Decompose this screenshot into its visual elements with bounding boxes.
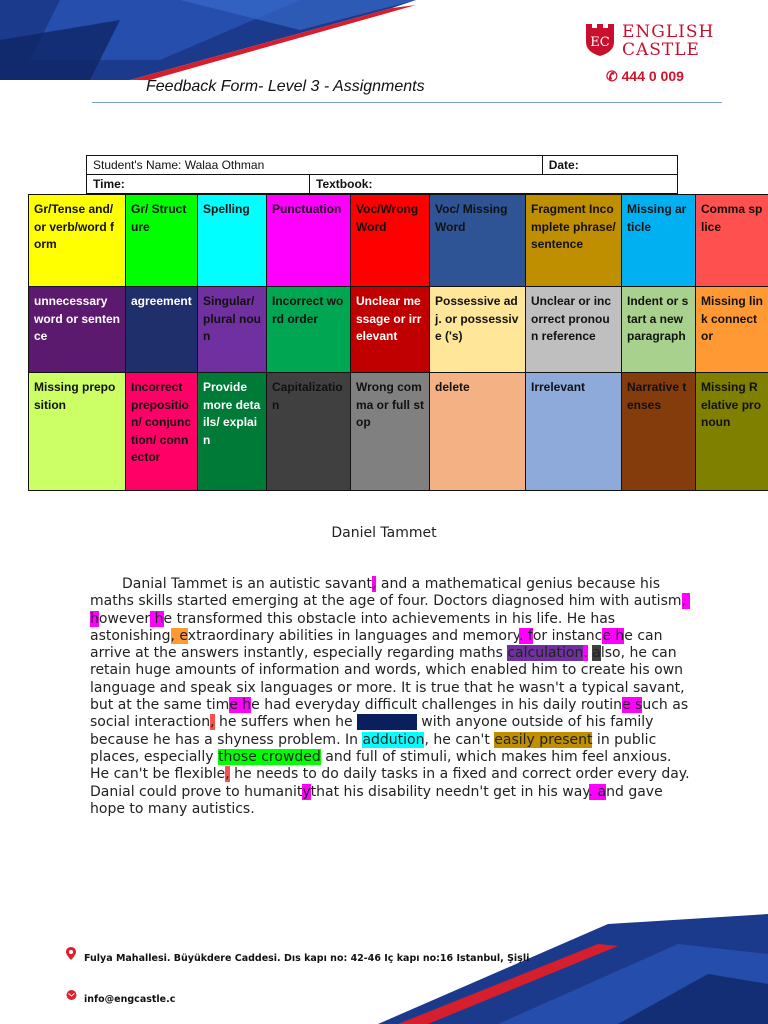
brand-line2: CASTLE — [622, 40, 700, 60]
textbook-cell — [310, 175, 678, 194]
legend-cell: agreement — [126, 287, 198, 373]
legend-cell: Indent or start a new paragraph — [622, 287, 696, 373]
legend-cell: Fragment Incomplete phrase/ sentence — [526, 195, 622, 287]
phone-icon: ✆ — [606, 68, 622, 84]
legend-cell: Capitalization — [267, 373, 351, 491]
legend-cell: Incorrect preposition/ conjunction/ connector — [126, 373, 198, 491]
essay-text: e can arrive at the answers instantly, especially regarding maths — [90, 627, 667, 662]
essay-text: owever — [98, 610, 151, 627]
error-highlight: , — [371, 576, 377, 592]
error-highlight: e h — [229, 697, 252, 714]
legend-cell: Possessive adj. or possessive ('s) — [430, 287, 526, 373]
phone-number[interactable] — [606, 68, 684, 85]
legend-cell: Missing article — [622, 195, 696, 287]
legend-cell: Wrong comma or full stop — [351, 373, 430, 491]
textbook-label: Textbook: — [316, 177, 373, 191]
legend-cell: Incorrect word order — [267, 287, 351, 373]
essay-text: and a mathematical genius because his maths skills started emerging at the age of four. Doctors diagnosed him with autism — [90, 576, 682, 610]
student-info-table — [86, 155, 678, 194]
error-highlight: y — [302, 783, 311, 800]
legend-cell: Missing link connector — [696, 287, 768, 373]
svg-text:EC: EC — [590, 35, 610, 50]
correction-legend — [28, 194, 768, 491]
location-pin-icon — [66, 947, 76, 960]
essay-text: or instanc — [532, 627, 603, 644]
legend-cell: Missing preposition — [29, 373, 126, 491]
legend-cell: Missing Relative pronoun — [696, 373, 768, 491]
legend-cell: Unclear message or irrelevant — [351, 287, 430, 373]
legend-cell: unnecessary word or sentence — [29, 287, 126, 373]
essay-text: nd gave hope to many autistics. — [90, 783, 668, 817]
legend-cell: Voc/ Missing Word — [430, 195, 526, 287]
error-highlight: . f — [519, 627, 533, 644]
essay-text: and full of stimuli, which makes him feel anxious. He can't be flexible — [90, 748, 676, 783]
brand-line1: ENGLISH — [622, 22, 715, 42]
error-highlight: e h — [602, 627, 625, 644]
legend-cell: delete — [430, 373, 526, 491]
error-highlight: those crowded — [217, 748, 321, 765]
legend-cell: Gr/Tense and/or verb/word form — [29, 195, 126, 287]
legend-cell: Spelling — [198, 195, 267, 287]
essay-text: e transformed this obstacle into achievements in his life. He has astonishing — [90, 610, 620, 644]
student-name-value: Walaa Othman — [184, 158, 265, 172]
error-highlight: , e — [170, 627, 188, 644]
legend-cell: Singular/ plural noun — [198, 287, 267, 373]
essay-body — [90, 576, 694, 818]
date-cell — [542, 156, 677, 175]
legend-row — [29, 195, 768, 287]
error-highlight: h — [150, 610, 164, 627]
essay-text: lso, he can retain huge amounts of information and words, which enabled him to create his own language and speak six languages or more. It is true that he wasn't a typical savant, but at the same tim — [90, 645, 690, 714]
student-name-cell — [87, 156, 543, 175]
time-label: Time: — [93, 177, 125, 191]
error-highlight: addution — [362, 731, 425, 748]
phone-text: 444 0 009 — [621, 68, 684, 84]
email-icon — [66, 990, 77, 1000]
error-highlight: , — [225, 766, 230, 783]
error-highlight: , — [210, 714, 215, 731]
header-banner — [0, 0, 420, 80]
title-divider — [92, 102, 722, 103]
essay-text: xtraordinary abilities in languages and memory — [187, 627, 519, 644]
legend-cell: Provide more details/ explain — [198, 373, 267, 491]
legend-cell: Voc/Wrong Word — [351, 195, 430, 287]
error-highlight: . a — [588, 783, 607, 800]
error-highlight: easily present — [494, 731, 593, 748]
form-title: Feedback Form- Level 3 - Assignments — [146, 78, 425, 95]
footer-address: Fulya Mahallesi. Büyükdere Caddesi. Dıs kapı no: 42-46 Iç kapı no:16 Istanbul, Şişli — [84, 953, 530, 964]
date-label: Date: — [548, 158, 579, 172]
essay-text: he needs to do daily tasks in a fixed and correct order every day. Danial could prove to humanit — [90, 766, 694, 800]
legend-cell: Irrelevant — [526, 373, 622, 491]
legend-row — [29, 373, 768, 491]
company-logo — [584, 22, 724, 62]
error-highlight: . — [583, 645, 588, 662]
legend-row — [29, 287, 768, 373]
essay-text: with anyone outside of his family because he has a shyness problem. In — [90, 714, 658, 748]
legend-cell: Punctuation — [267, 195, 351, 287]
footer-email[interactable]: info@engcastle.c — [84, 994, 176, 1005]
footer-banner — [378, 914, 768, 1024]
essay-title: Daniel Tammet — [331, 525, 437, 541]
essay-text: e had everyday difficult challenges in his daily routin — [251, 697, 622, 714]
error-highlight: socialize — [357, 714, 417, 731]
error-highlight: a — [592, 645, 601, 662]
legend-cell: Unclear or incorrect pronoun reference — [526, 287, 622, 373]
legend-cell: Comma splice — [696, 195, 768, 287]
essay-text: Danial Tammet is an autistic savant — [122, 576, 372, 592]
error-highlight: , h — [90, 593, 691, 627]
time-cell — [87, 175, 310, 194]
error-highlight: calculation — [507, 645, 584, 662]
essay-text: in public places, especially — [90, 731, 661, 765]
essay-text: uch as social interaction — [90, 697, 693, 731]
legend-cell: Gr/ Structure — [126, 195, 198, 287]
essay-text: , he can't — [424, 731, 495, 748]
essay-text: he suffers when he — [214, 714, 358, 731]
student-name-label: Student's Name: — [93, 158, 182, 172]
legend-cell: Narrative tenses — [622, 373, 696, 491]
error-highlight: e s — [622, 697, 643, 714]
castle-icon — [584, 22, 616, 56]
essay-text: that his disability needn't get in his way — [310, 783, 589, 800]
